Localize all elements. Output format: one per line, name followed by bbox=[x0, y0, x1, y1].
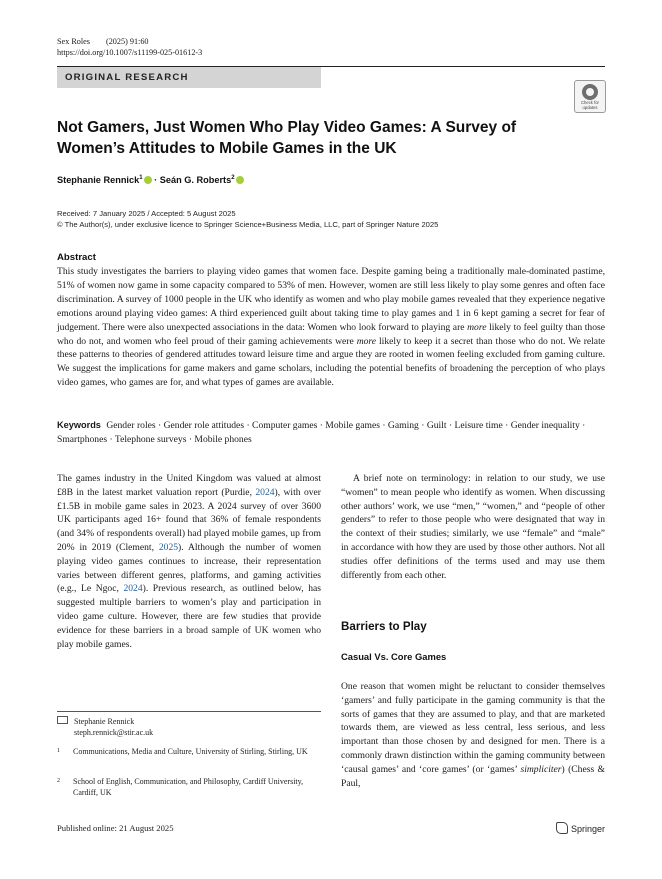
subsection-heading: Casual Vs. Core Games bbox=[341, 651, 447, 662]
abstract-heading: Abstract bbox=[57, 252, 96, 263]
section-label: ORIGINAL RESEARCH bbox=[65, 72, 189, 83]
abstract-body bbox=[57, 265, 605, 390]
abstract-emphasis: more bbox=[356, 335, 377, 347]
paragraph-text: ), with over £1.5B in mobile game sales in 2023. A 2024 survey of over 3600 UK participants aged 16+ found that 36% of female respondents (and 34% of respondents overall) had played mobile games, up from 20% in 2019 (Clement, bbox=[57, 486, 321, 553]
citation-link[interactable]: 2024 bbox=[255, 486, 275, 498]
paper-title: Not Gamers, Just Women Who Play Video Games: A Survey of Women’s Attitudes to Mobile Games in the UK bbox=[57, 119, 517, 157]
envelope-icon bbox=[57, 716, 68, 724]
check-updates-badge[interactable] bbox=[574, 80, 606, 113]
author-line bbox=[57, 175, 244, 185]
publisher-logo bbox=[556, 822, 605, 834]
springer-horse-icon bbox=[556, 822, 568, 834]
paragraph-text: One reason that women might be reluctant to consider themselves ‘gamers’ and fully participate in the gaming community is that the sorts of games that they are assumed to play, and that are marketed towards them, are viewed as less central, less serious, and less important than those chosen by and designed for men. There is a commonly drawn distinction within the gaming community between ‘causal games’ and ‘core games’ (or ‘games’ bbox=[341, 681, 605, 775]
citation-link[interactable]: 2024 bbox=[123, 583, 143, 595]
article-dates bbox=[57, 208, 438, 230]
section-heading: Barriers to Play bbox=[341, 620, 427, 633]
orcid-icon[interactable] bbox=[144, 176, 152, 184]
published-date: Published online: 21 August 2025 bbox=[57, 823, 174, 833]
casual-core-paragraph bbox=[341, 680, 605, 790]
intro-paragraph bbox=[57, 472, 321, 651]
paragraph-text: ). Previous research, as outlined below, has suggested multiple barriers to women’s play and participation in video game culture. However, there are few studies that provide evidence for these barriers in a broad sample of UK women who play mobile games. bbox=[57, 583, 321, 650]
author-2[interactable]: Seán G. Roberts bbox=[159, 175, 232, 186]
copyright-line: © The Author(s), under exclusive licence to Springer Science+Business Media, LLC, part of Springer Nature 2025 bbox=[57, 220, 439, 229]
abstract-text: This study investigates the barriers to playing video games that women face. Despite gaming being a traditionally male-dominated pastime, 51% of women now game in some capacity compared to 53% of men. However, women are still less likely to play some genres and often face discrimination. A survey of 1000 people in the UK who identify as women and who play mobile games revealed that they experience negative emotions around playing video games: A third experienced guilt about taking time to play games and 1 in 6 kept gaming a secret for fear of judgement. There were also unexpected associations in the data: Women who look forward to playing are bbox=[57, 266, 605, 333]
keywords bbox=[57, 418, 605, 447]
paragraph-text: ) (Chess & Paul, bbox=[341, 763, 605, 789]
body-column-left bbox=[57, 472, 321, 651]
citation-link[interactable]: 2025 bbox=[158, 541, 179, 553]
keywords-list: Gender roles · Gender role attitudes · Computer games · Mobile games · Gaming · Guilt · Leisure time · Gender inequality · Smartphones · Telephone surveys · Mobile phones bbox=[57, 420, 586, 445]
footnote-rule bbox=[57, 711, 321, 712]
terminology-paragraph: A brief note on terminology: in relation to our study, we use “women” to mean people who identify as women. When discussing other authors’ work, we use “men,” “women,” and “people of other genders” to refer to those people who were designated that way in the context of their studies; similarly, we use “female” and “male” in accordance with how they are used by those other authors. Not all studies offer definitions of the terms used and may use them differently from each other. bbox=[341, 473, 605, 581]
paragraph-text: ). Although the number of women playing video games continues to increase, their representation varies between different genres, platforms, and gaming activities (e.g., Le Ngoc, bbox=[57, 541, 322, 595]
abstract-emphasis: more bbox=[467, 321, 487, 333]
keywords-label: Keywords bbox=[57, 420, 101, 430]
author-separator: · bbox=[151, 175, 160, 186]
publisher-name: Springer bbox=[571, 824, 606, 834]
body-column-right bbox=[341, 472, 605, 582]
check-updates-label: Check for updates bbox=[581, 100, 599, 110]
affiliation-number: 2 bbox=[57, 778, 60, 784]
abstract-text: likely to keep it a secret than those who do not. We relate these patterns to theories of gendered attitudes toward leisure time and argue they are rooted in women feeling excluded from gaming culture. We suggest the implications for game makers and game scholars, including the potential benefits of broadening the perception of who plays video games, who games are for, and what types of games are available. bbox=[57, 335, 605, 389]
contact-name: Stephanie Rennick bbox=[74, 717, 135, 726]
author-1[interactable]: Stephanie Rennick bbox=[57, 175, 140, 186]
body-column-right-continued bbox=[341, 680, 605, 790]
journal-name: Sex Roles bbox=[57, 37, 90, 46]
received-accepted: Received: 7 January 2025 / Accepted: 5 August 2025 bbox=[57, 209, 236, 218]
doi-link[interactable]: https://doi.org/10.1007/s11199-025-01612-3 bbox=[57, 48, 203, 57]
contact-email[interactable]: steph.rennick@stir.ac.uk bbox=[74, 728, 154, 738]
author-2-affil: 2 bbox=[231, 175, 235, 181]
paragraph-text: The games industry in the United Kingdom was valued at almost £8B in the latest market valuation report (Purdie, bbox=[57, 473, 321, 498]
abstract-text: likely to feel guilty than those who do not, and women who feel proud of their gaming achievements were bbox=[57, 321, 605, 347]
affiliation-text: School of English, Communication, and Philosophy, Cardiff University, Cardiff, UK bbox=[73, 777, 304, 798]
affiliation-text: Communications, Media and Culture, University of Stirling, Stirling, UK bbox=[73, 747, 308, 756]
orcid-icon[interactable] bbox=[236, 176, 244, 184]
check-updates-icon bbox=[582, 84, 598, 100]
journal-volume: (2025) 91:60 bbox=[105, 37, 149, 46]
author-1-affil: 1 bbox=[139, 175, 143, 181]
journal-info bbox=[57, 36, 202, 58]
paragraph-emphasis: simpliciter bbox=[520, 763, 562, 775]
section-banner bbox=[57, 67, 321, 88]
corresponding-author bbox=[57, 716, 153, 739]
affiliation-number: 1 bbox=[57, 748, 60, 754]
